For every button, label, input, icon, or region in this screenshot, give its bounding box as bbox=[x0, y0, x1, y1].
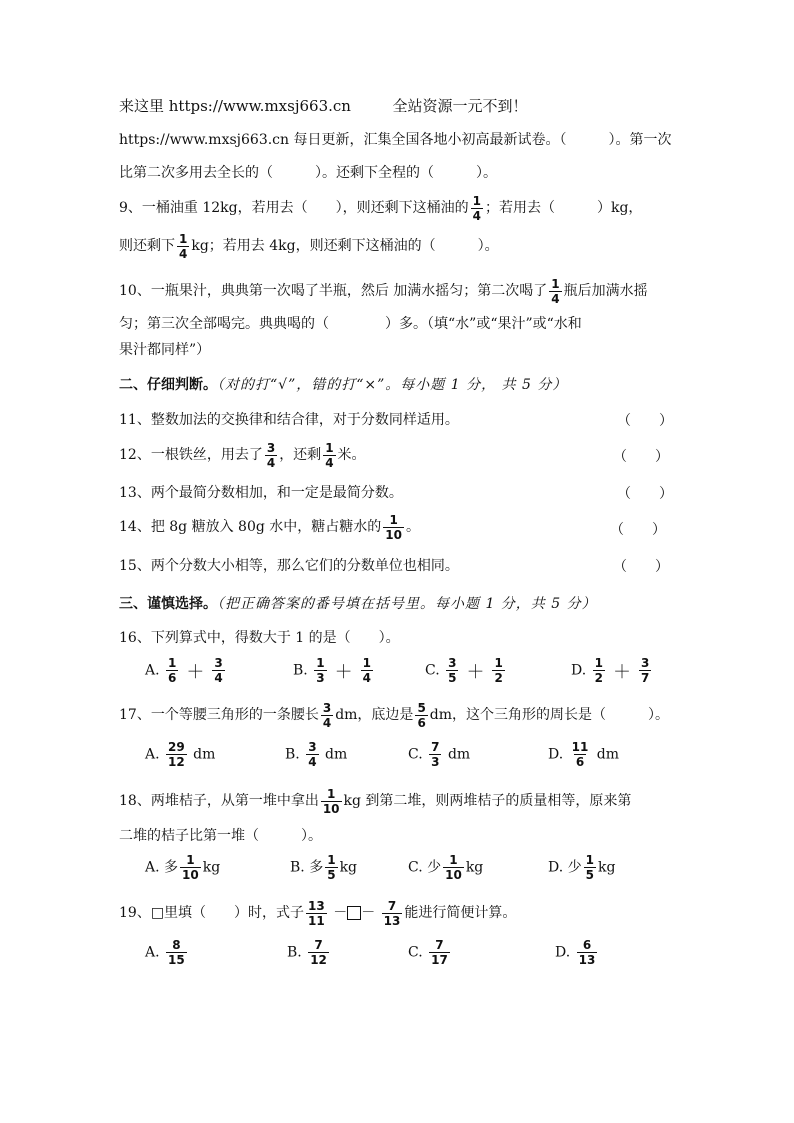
fraction: $\frac{3}{4}$ bbox=[214, 656, 223, 685]
section-2-heading bbox=[119, 375, 567, 395]
option-label: A. bbox=[145, 944, 160, 961]
question-12-text-b: ，还剩 bbox=[279, 447, 322, 463]
q19-option-b[interactable] bbox=[287, 938, 331, 967]
option-label: C. bbox=[408, 859, 423, 876]
question-9-text-a: 9、一桶油重 12kg，若用去（ ），则还剩下这桶油的 bbox=[119, 200, 469, 216]
question-17-text-c: dm，这个三角形的周长是（ ）。 bbox=[429, 707, 670, 723]
q16-option-c[interactable] bbox=[425, 656, 507, 685]
fraction: $\frac{13}{11}$ bbox=[308, 898, 325, 928]
header-line bbox=[119, 96, 528, 116]
option-label: B. bbox=[285, 746, 300, 763]
fraction: $\frac{1}{10}$ bbox=[182, 853, 199, 882]
option-label: A. bbox=[145, 662, 160, 679]
plus-sign: ＋ bbox=[334, 661, 353, 683]
unit: dm bbox=[325, 746, 348, 763]
fraction: $\frac{11}{6}$ bbox=[571, 740, 589, 769]
question-13: 13、两个最简分数相加，和一定是最简分数。 bbox=[119, 485, 403, 501]
header-right: 全站资源一元不到！ bbox=[392, 97, 528, 115]
fraction: $\frac{7}{3}$ bbox=[431, 740, 440, 769]
answer-paren-11[interactable]: （ ） bbox=[617, 413, 673, 429]
question-17 bbox=[119, 698, 669, 732]
plus-sign: ＋ bbox=[613, 661, 631, 683]
fraction: $\frac{1}{5}$ bbox=[327, 853, 336, 882]
option-word: 多 bbox=[164, 859, 179, 876]
header-left: 来这里 https://www.mxsj663.cn bbox=[119, 97, 351, 115]
option-label: C. bbox=[408, 944, 423, 961]
question-10-line-1 bbox=[119, 274, 648, 308]
q17-option-c[interactable] bbox=[408, 740, 470, 769]
fraction: $\frac{7}{12}$ bbox=[310, 938, 327, 967]
question-10-line-3: 果汁都同样”） bbox=[119, 342, 211, 358]
fraction: $\frac{1}{4}$ bbox=[551, 276, 560, 306]
question-9-line-2 bbox=[119, 229, 499, 263]
option-label: D. bbox=[548, 746, 564, 763]
option-label: B. bbox=[287, 944, 302, 961]
unit: dm bbox=[447, 746, 471, 763]
question-10-line-2: 匀；第三次全部喝完。典典喝的（ ）多。（填“水”或“果汁”或“水和 bbox=[119, 316, 582, 332]
unit: dm bbox=[193, 746, 216, 763]
q19-option-c[interactable] bbox=[408, 938, 452, 967]
question-14-text-a: 14、把 8g 糖放入 80g 水中，糖占糖水的 bbox=[119, 519, 382, 535]
fraction: $\frac{7}{17}$ bbox=[431, 938, 448, 967]
option-word: 少 bbox=[427, 859, 442, 876]
fraction: $\frac{1}{5}$ bbox=[585, 853, 594, 882]
q17-option-b[interactable] bbox=[285, 740, 347, 769]
blank-box[interactable] bbox=[347, 906, 361, 920]
question-11: 11、整数加法的交换律和结合律，对于分数同样适用。 bbox=[119, 412, 459, 428]
option-label: B. bbox=[290, 859, 305, 876]
unit: dm bbox=[596, 746, 620, 763]
q17-option-d[interactable] bbox=[548, 740, 619, 769]
q18-option-a[interactable] bbox=[145, 853, 220, 882]
section-2-title: 二、仔细判断。 bbox=[119, 377, 217, 393]
question-9-text-c: 则还剩下 bbox=[119, 238, 175, 254]
fraction: $\frac{1}{10}$ bbox=[385, 512, 402, 542]
option-label: A. bbox=[145, 746, 160, 763]
fraction: $\frac{1}{2}$ bbox=[494, 656, 503, 685]
fraction: $\frac{3}{4}$ bbox=[266, 440, 276, 470]
minus-sign: － bbox=[333, 905, 348, 921]
question-12-text-c: 米。 bbox=[337, 447, 366, 463]
question-12 bbox=[119, 438, 366, 472]
q19-option-a[interactable] bbox=[145, 938, 189, 967]
answer-paren-13[interactable]: （ ） bbox=[617, 486, 673, 502]
fraction: $\frac{8}{15}$ bbox=[168, 938, 185, 967]
plus-sign: ＋ bbox=[466, 661, 485, 683]
answer-paren-14[interactable]: （ ） bbox=[610, 522, 666, 538]
question-15: 15、两个分数大小相等，那么它们的分数单位也相同。 bbox=[119, 558, 459, 574]
q16-option-a[interactable] bbox=[145, 656, 227, 685]
question-19-text-b: 能进行简便计算。 bbox=[404, 905, 517, 921]
question-18-line-2: 二堆的桔子比第一堆（ ）。 bbox=[119, 828, 322, 844]
option-word: 少 bbox=[567, 859, 582, 876]
question-16: 16、下列算式中，得数大于 1 的是（ ）。 bbox=[119, 630, 400, 646]
fraction: $\frac{1}{6}$ bbox=[168, 656, 177, 685]
q18-option-d[interactable] bbox=[548, 853, 615, 882]
fraction: $\frac{3}{7}$ bbox=[641, 656, 650, 685]
minus-sign: － bbox=[361, 905, 376, 921]
question-19-text-a: 19、□里填（ ）时，式子 bbox=[119, 905, 305, 921]
question-10-text-b: 瓶后加满水摇 bbox=[563, 283, 648, 299]
section-2-note: （对的打“√”，错的打“×”。每小题 1 分， 共 5 分） bbox=[217, 377, 568, 393]
unit: kg bbox=[465, 859, 484, 876]
question-19 bbox=[119, 896, 516, 930]
fraction: $\frac{7}{13}$ bbox=[383, 898, 401, 928]
section-3-note: （把正确答案的番号填在括号里。每小题 1 分，共 5 分） bbox=[217, 596, 597, 612]
fraction: $\frac{1}{10}$ bbox=[322, 786, 340, 816]
question-17-text-a: 17、一个等腰三角形的一条腰长 bbox=[119, 707, 319, 723]
question-9-line-1 bbox=[119, 191, 642, 225]
option-label: C. bbox=[408, 746, 423, 763]
fraction: $\frac{1}{2}$ bbox=[594, 656, 603, 685]
fraction: $\frac{1}{4}$ bbox=[472, 193, 481, 223]
fraction: $\frac{3}{4}$ bbox=[308, 740, 317, 769]
question-14 bbox=[119, 510, 420, 544]
q18-option-c[interactable] bbox=[408, 853, 483, 882]
fraction: $\frac{1}{3}$ bbox=[316, 656, 325, 685]
fraction: $\frac{1}{4}$ bbox=[362, 656, 371, 685]
option-label: C. bbox=[425, 662, 440, 679]
answer-paren-15[interactable]: （ ） bbox=[613, 559, 669, 575]
intro-line-1: https://www.mxsj663.cn 每日更新，汇集全国各地小初高最新试卷。（ ）。第一次 bbox=[119, 132, 672, 148]
q19-option-d[interactable] bbox=[555, 938, 599, 967]
fraction: $\frac{6}{13}$ bbox=[578, 938, 596, 967]
question-10-text-a: 10、一瓶果汁，典典第一次喝了半瓶，然后 加满水摇匀；第二次喝了 bbox=[119, 283, 548, 299]
fraction: $\frac{1}{10}$ bbox=[445, 853, 462, 882]
option-label: A. bbox=[145, 859, 160, 876]
q17-option-a[interactable] bbox=[145, 740, 215, 769]
fraction: $\frac{1}{4}$ bbox=[325, 440, 334, 470]
question-18-text-b: kg 到第二堆，则两堆桔子的质量相等，原来第 bbox=[343, 793, 632, 809]
fraction: $\frac{3}{4}$ bbox=[322, 700, 332, 730]
fraction: $\frac{3}{5}$ bbox=[448, 656, 457, 685]
q16-option-d[interactable] bbox=[571, 656, 653, 685]
question-18-text-a: 18、两堆桔子，从第一堆中拿出 bbox=[119, 793, 319, 809]
unit: kg bbox=[339, 859, 358, 876]
option-label: D. bbox=[548, 859, 564, 876]
unit: kg bbox=[202, 859, 221, 876]
section-3-title: 三、谨慎选择。 bbox=[119, 596, 217, 612]
question-9-text-d: kg；若用去 4kg，则还剩下这桶油的（ ）。 bbox=[191, 238, 499, 254]
question-12-text-a: 12、一根铁丝，用去了 bbox=[119, 447, 263, 463]
q18-option-b[interactable] bbox=[290, 853, 357, 882]
option-label: D. bbox=[555, 944, 571, 961]
unit: kg bbox=[598, 859, 616, 876]
section-3-heading bbox=[119, 594, 597, 614]
plus-sign: ＋ bbox=[186, 661, 205, 683]
q16-option-b[interactable] bbox=[293, 656, 375, 685]
option-word: 多 bbox=[309, 859, 324, 876]
question-14-text-b: 。 bbox=[405, 519, 420, 535]
intro-line-2: 比第二次多用去全长的（ ）。还剩下全程的（ ）。 bbox=[119, 165, 497, 181]
option-label: D. bbox=[571, 662, 587, 679]
fraction: $\frac{1}{4}$ bbox=[179, 231, 188, 261]
option-label: B. bbox=[293, 662, 308, 679]
answer-paren-12[interactable]: （ ） bbox=[613, 449, 669, 465]
question-18-line-1 bbox=[119, 784, 631, 818]
fraction: $\frac{29}{12}$ bbox=[168, 740, 185, 769]
fraction: $\frac{5}{6}$ bbox=[417, 700, 426, 730]
question-17-text-b: dm，底边是 bbox=[335, 707, 414, 723]
question-9-text-b: ；若用去（ ）kg， bbox=[484, 200, 643, 216]
